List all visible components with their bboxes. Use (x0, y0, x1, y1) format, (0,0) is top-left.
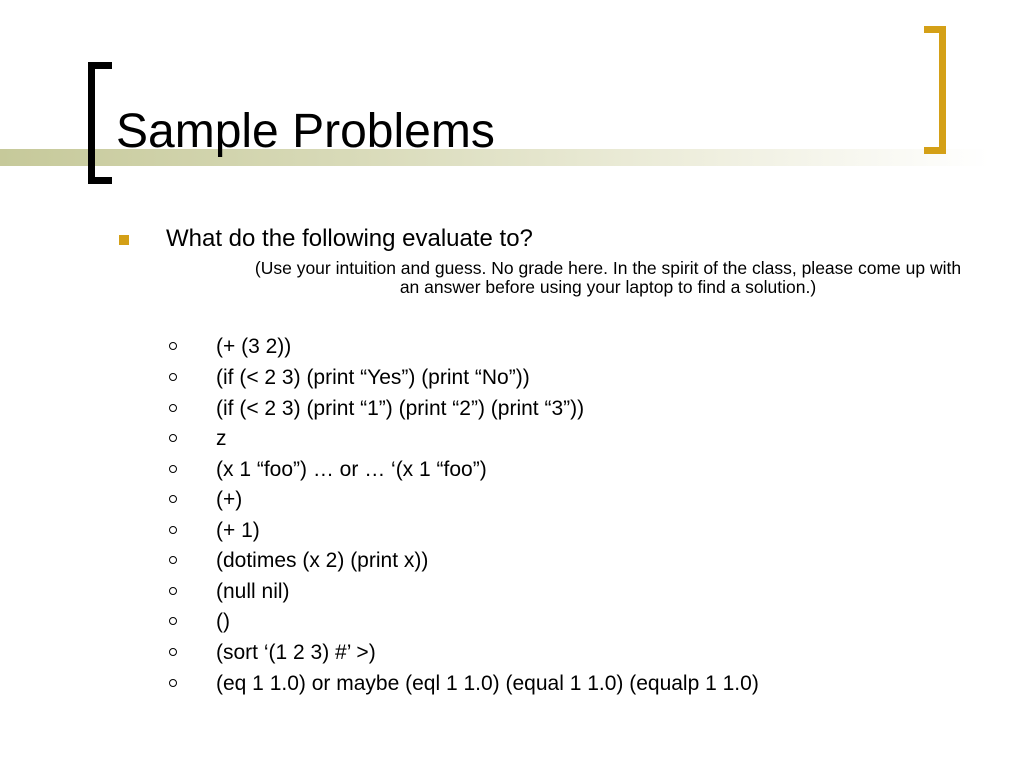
hollow-circle-bullet-icon (169, 587, 177, 595)
left-bracket-decoration (88, 62, 112, 184)
problem-text: (x 1 “foo”) … or … ‘(x 1 “foo”) (216, 458, 487, 481)
hollow-circle-bullet-icon (169, 434, 177, 442)
square-bullet-icon (119, 235, 129, 245)
hollow-circle-bullet-icon (169, 648, 177, 656)
hollow-circle-bullet-icon (169, 617, 177, 625)
problem-text: (+ 1) (216, 519, 260, 542)
hollow-circle-bullet-icon (169, 342, 177, 350)
problem-text: z (216, 427, 227, 450)
problem-text: (null nil) (216, 580, 290, 603)
problem-text: (sort ‘(1 2 3) #’ >) (216, 641, 376, 664)
slide-title: Sample Problems (116, 105, 495, 158)
problem-text: (if (< 2 3) (print “Yes”) (print “No”)) (216, 366, 530, 389)
problem-text: (if (< 2 3) (print “1”) (print “2”) (print “3”)) (216, 397, 585, 420)
question-text: What do the following evaluate to? (166, 225, 533, 252)
problem-text: (eq 1 1.0) or maybe (eql 1 1.0) (equal 1 1.0) (equalp 1 1.0) (216, 672, 759, 695)
hollow-circle-bullet-icon (169, 679, 177, 687)
problem-text: () (216, 610, 230, 633)
problem-text: (+ (3 2)) (216, 335, 292, 358)
problem-text: (dotimes (x 2) (print x)) (216, 549, 429, 572)
problem-text: (+) (216, 488, 243, 511)
hollow-circle-bullet-icon (169, 526, 177, 534)
hollow-circle-bullet-icon (169, 495, 177, 503)
hollow-circle-bullet-icon (169, 373, 177, 381)
hollow-circle-bullet-icon (169, 556, 177, 564)
right-bracket-decoration (924, 26, 946, 154)
hollow-circle-bullet-icon (169, 465, 177, 473)
instruction-note: (Use your intuition and guess. No grade here. In the spirit of the class, please come up with an answer before using your laptop to find a solution.) (254, 258, 962, 297)
hollow-circle-bullet-icon (169, 404, 177, 412)
